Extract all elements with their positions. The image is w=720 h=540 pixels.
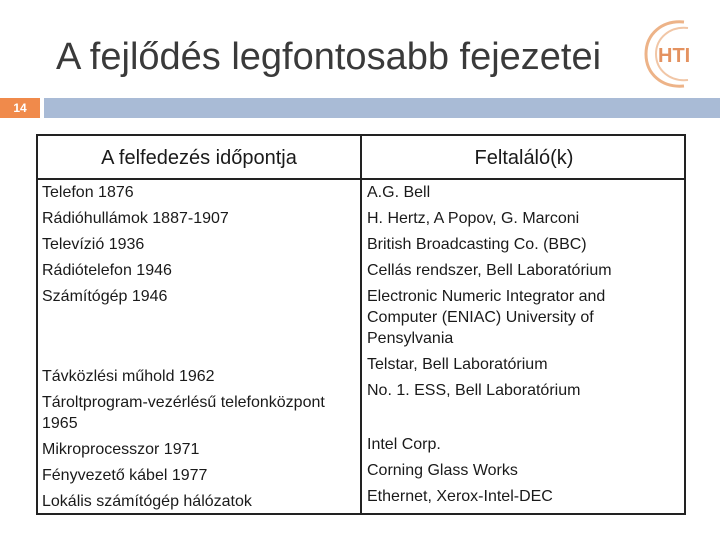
svg-text:HTI: HTI [658, 45, 691, 67]
inventions-table [36, 134, 686, 515]
table-cell: Telstar, Bell Laboratórium [367, 356, 548, 373]
header-accent-bar [44, 98, 720, 118]
table-cell: H. Hertz, A Popov, G. Marconi [367, 210, 580, 227]
left-column-group-2 [42, 364, 354, 515]
hti-logo-icon [636, 14, 708, 94]
table-cell: Televízió 1936 [42, 236, 145, 253]
header-discovery-date: A felfedezés időpontja [101, 147, 297, 169]
right-column-group-2 [367, 432, 677, 510]
table-cell: Számítógép 1946 [42, 288, 168, 305]
table-cell: Cellás rendszer, Bell Laboratórium [367, 262, 612, 279]
right-column-group-1 [367, 180, 677, 404]
table-cell: No. 1. ESS, Bell Laboratórium [367, 382, 581, 399]
table-cell: Intel Corp. [367, 436, 441, 453]
table-cell: Távközlési műhold 1962 [42, 368, 215, 385]
table-cell: Fényvezető kábel 1977 [42, 467, 208, 484]
table-cell: British Broadcasting Co. (BBC) [367, 236, 587, 253]
table-cell: Electronic Numeric Integrator and Computer (ENIAC) University of Pensylvania [367, 288, 606, 347]
table-cell: Rádióhullámok 1887-1907 [42, 210, 229, 227]
table-cell: Mikroprocesszor 1971 [42, 441, 200, 458]
column-divider [360, 136, 362, 513]
table-cell: Telefon 1876 [42, 184, 134, 201]
table-cell: Rádiótelefon 1946 [42, 262, 172, 279]
slide-title: A fejlődés legfontosabb fejezetei [56, 36, 602, 78]
table-cell: A.G. Bell [367, 184, 431, 201]
slide-number: 14 [13, 101, 27, 115]
header-inventors: Feltaláló(k) [474, 147, 574, 169]
table-cell: Lokális számítógép hálózatok [42, 493, 252, 510]
table-cell: Tároltprogram-vezérlésű telefonközpont 1965 [42, 394, 325, 432]
table-cell: Ethernet, Xerox-Intel-DEC [367, 488, 553, 505]
table-cell: Corning Glass Works [367, 462, 518, 479]
left-column-group-1 [42, 180, 354, 310]
